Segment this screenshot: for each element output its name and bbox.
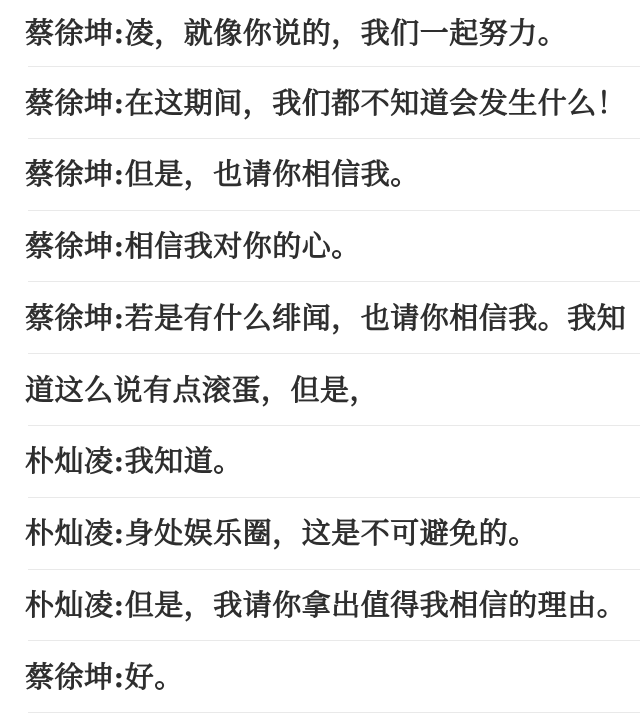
dialogue-line-text: 朴灿凌:但是，我请你拿出值得我相信的理由。 — [25, 588, 627, 623]
dialogue-row — [0, 354, 640, 426]
dialogue-line-text: 蔡徐坤:好。 — [25, 659, 184, 694]
dialogue-line-text: 蔡徐坤:相信我对你的心。 — [25, 229, 361, 264]
dialogue-row — [0, 570, 640, 642]
dialogue-row — [0, 426, 640, 498]
dialogue-line-text: 朴灿凌:身处娱乐圈，这是不可避免的。 — [25, 516, 538, 551]
dialogue-row — [0, 211, 640, 283]
dialogue-row — [0, 139, 640, 211]
dialogue-row — [0, 282, 640, 354]
dialogue-row — [0, 0, 640, 67]
dialogue-line-text: 蔡徐坤:若是有什么绯闻，也请你相信我。我知 — [25, 300, 627, 335]
dialogue-line-text: 蔡徐坤:凌，就像你说的，我们一起努力。 — [25, 16, 568, 51]
dialogue-row — [0, 498, 640, 570]
dialogue-line-text: 道这么说有点滚蛋，但是， — [25, 372, 380, 407]
dialogue-line-text: 朴灿凌:我知道。 — [25, 444, 243, 479]
dialogue-row — [0, 641, 640, 713]
dialogue-row — [0, 67, 640, 139]
dialogue-line-text: 蔡徐坤:但是，也请你相信我。 — [25, 157, 420, 192]
dialogue-line-text: 蔡徐坤:在这期间，我们都不知道会发生什么！ — [25, 85, 627, 120]
